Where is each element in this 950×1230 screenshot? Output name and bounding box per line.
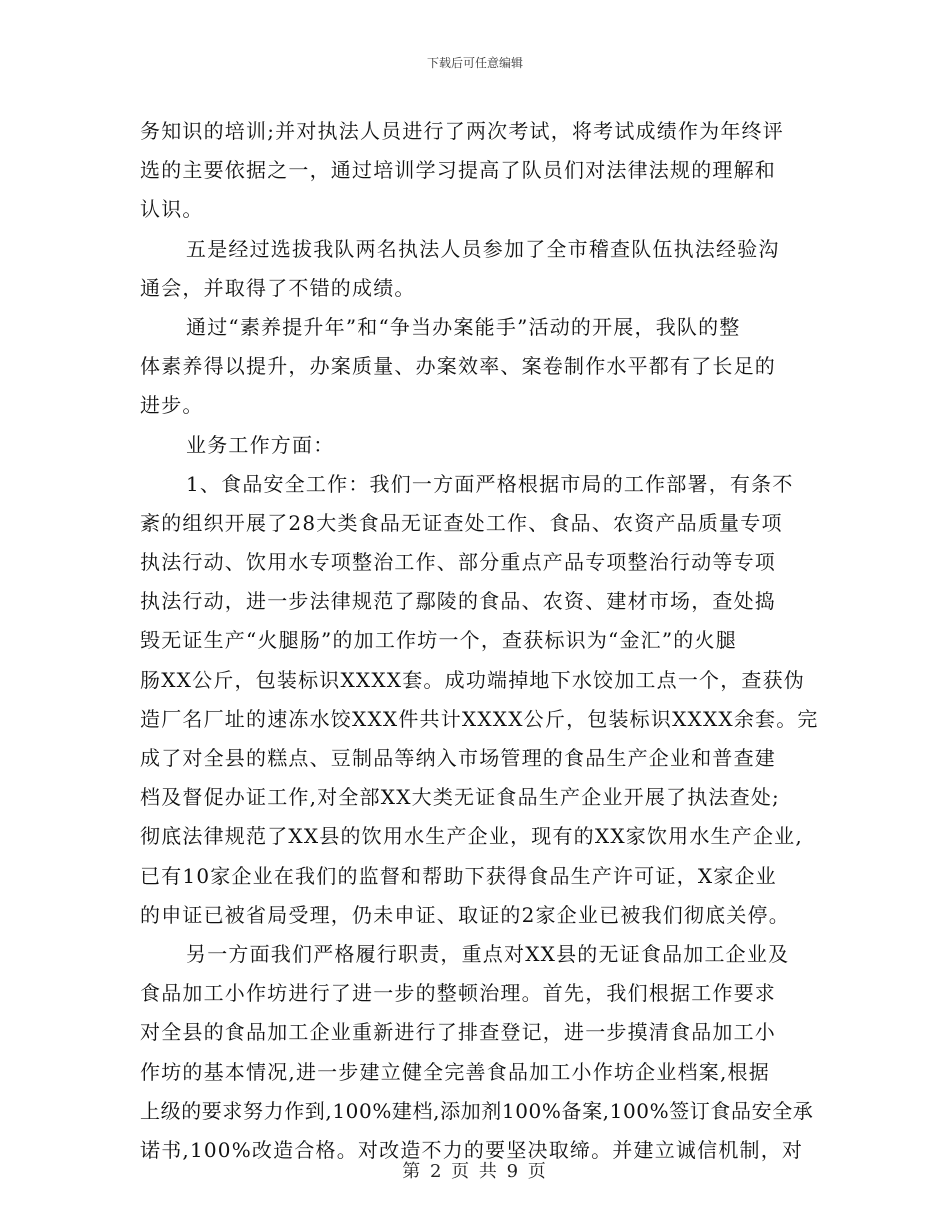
text-line: 成了对全县的糕点、豆制品等纳入市场管理的食品生产企业和普查建 xyxy=(140,746,776,770)
text-line: 对全县的食品加工企业重新进行了排查登记，进一步摸清食品加工小 xyxy=(140,1020,776,1045)
text-line: 上级的要求努力作到,100%建档,添加剂100%备案,100%签订食品安全承 xyxy=(140,1098,814,1123)
text-line: 1、食品安全工作：我们一方面严格根据市局的工作部署，有条不 xyxy=(186,471,794,496)
text-line: 执法行动，进一步法律规范了鄢陵的食品、农资、建材市场，查处捣 xyxy=(140,589,776,614)
text-line: 选的主要依据之一，通过培训学习提高了队员们对法律法规的理解和 xyxy=(140,158,776,183)
text-line: 档及督促办证工作,对全部XX大类无证食品生产企业开展了执法查处; xyxy=(140,785,780,810)
text-line: 五是经过选拔我队两名执法人员参加了全市稽查队伍执法经验沟 xyxy=(186,236,780,261)
page-number: 第 2 页 共 9 页 xyxy=(402,1161,548,1182)
text-line: 执法行动、饮用水专项整治工作、部分重点产品专项整治行动等专项 xyxy=(140,550,776,575)
text-line: 体素养得以提升，办案质量、办案效率、案卷制作水平都有了长足的 xyxy=(140,354,776,379)
text-line: 进步。 xyxy=(140,393,204,418)
text-line: 造厂名厂址的速冻水饺XXX件共计XXXX公斤，包装标识XXXX余套。完 xyxy=(140,706,819,731)
text-line: 彻底法律规范了XX县的饮用水生产企业，现有的XX家饮用水生产企业, xyxy=(140,824,803,849)
text-line: 已有10家企业在我们的监督和帮助下获得食品生产许可证，X家企业 xyxy=(140,863,777,888)
text-line: 通会，并取得了不错的成绩。 xyxy=(140,275,416,300)
text-line: 的申证已被省局受理，仍未申证、取证的2家企业已被我们彻底关停。 xyxy=(140,902,790,927)
text-line: 业务工作方面： xyxy=(186,432,335,457)
document-body xyxy=(140,112,820,1170)
text-line: 另一方面我们严格履行职责，重点对XX县的无证食品加工企业及 xyxy=(186,941,790,966)
text-line: 毁无证生产“火腿肠”的加工作坊一个，查获标识为“金汇”的火腿 xyxy=(140,628,737,653)
text-line: 诺书,100%改造合格。对改造不力的要坚决取缔。并建立诚信机制，对 xyxy=(140,1137,804,1162)
text-line: 务知识的培训;并对执法人员进行了两次考试，将考试成绩作为年终评 xyxy=(140,119,784,143)
text-line: 紊的组织开展了28大类食品无证查处工作、食品、农资产品质量专项 xyxy=(140,510,783,535)
text-line: 作坊的基本情况,进一步建立健全完善食品加工小作坊企业档案,根据 xyxy=(140,1059,770,1084)
page-header: 下载后可任意编辑 xyxy=(426,56,523,70)
text-line: 通过“素养提升年”和“争当办案能手”活动的开展，我队的整 xyxy=(186,314,741,339)
text-line: 食品加工小作坊进行了进一步的整顿治理。首先，我们根据工作要求 xyxy=(140,981,776,1006)
text-line: 肠XX公斤，包装标识XXXX套。成功端掉地下水饺加工点一个，查获伪 xyxy=(140,667,806,692)
text-line: 认识。 xyxy=(140,197,204,222)
